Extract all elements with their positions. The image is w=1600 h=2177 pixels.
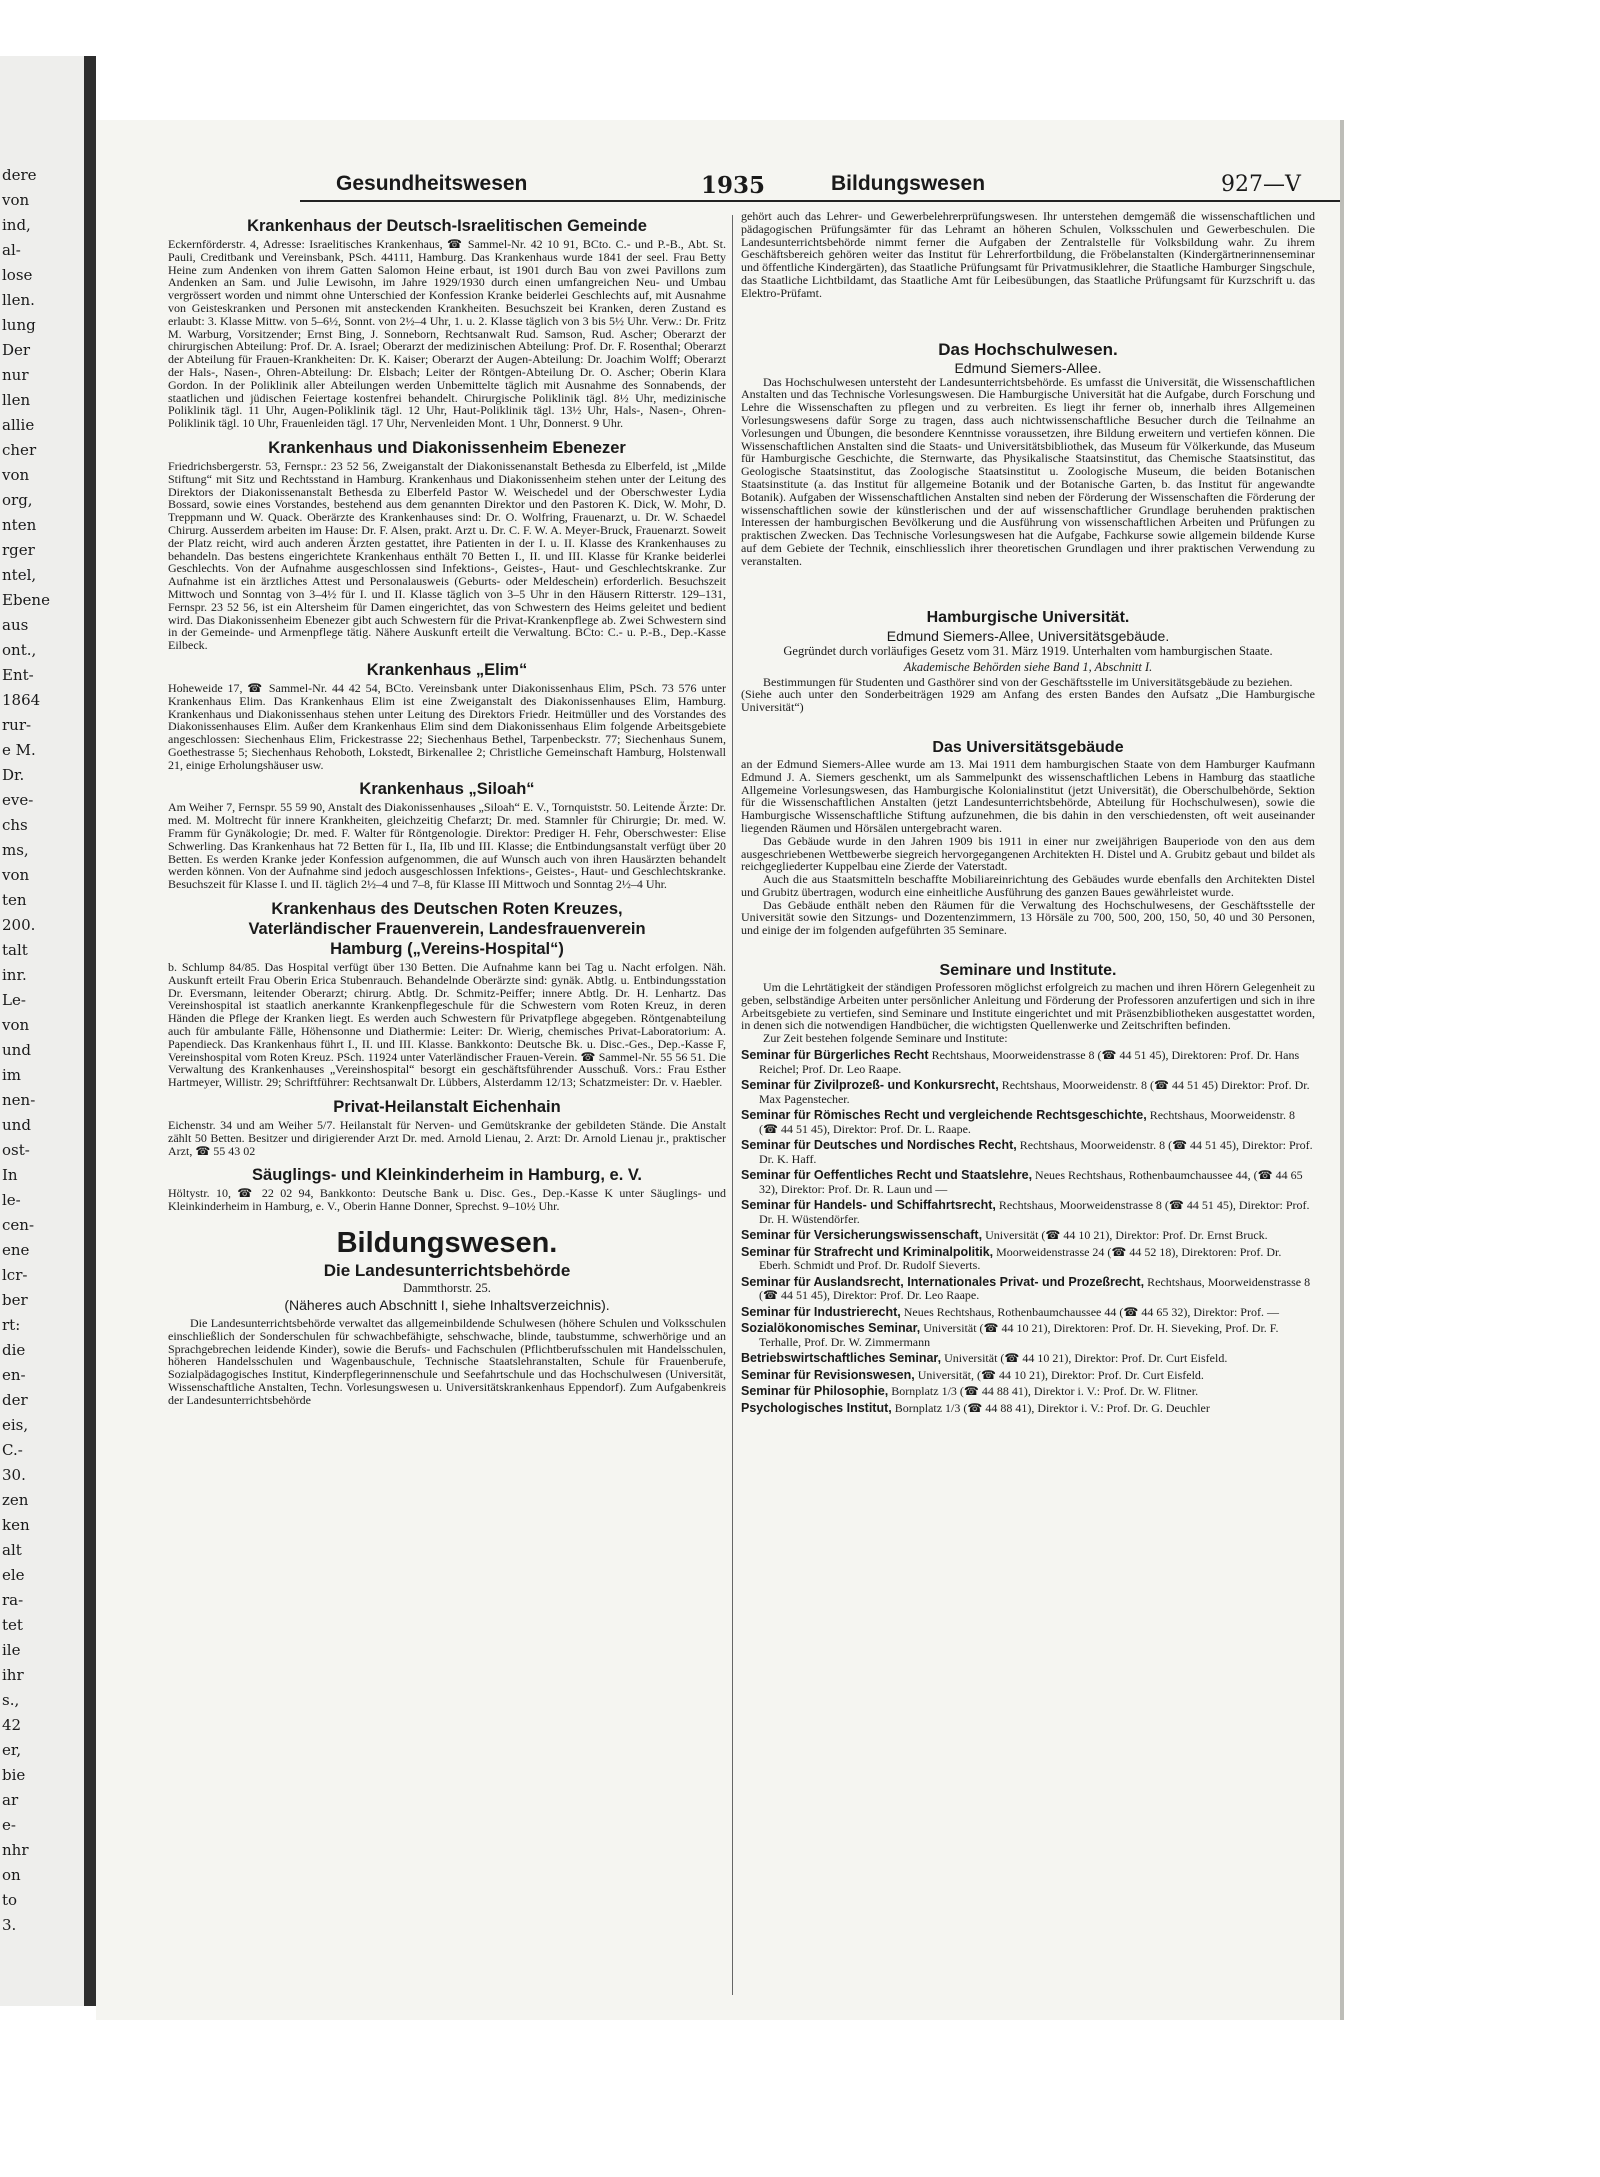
seminar-item xyxy=(741,1079,1315,1106)
margin-fragment: Le- xyxy=(2,991,26,1009)
seminar-item xyxy=(741,1385,1315,1399)
seminar-details: Neues Rechtshaus, Rothenbaumchaussee 44 (☎ 44 65 32), Direktor: Prof. — xyxy=(903,1304,1279,1319)
margin-fragment: die xyxy=(2,1341,26,1359)
margin-fragment: inr. xyxy=(2,966,27,984)
seminar-item xyxy=(741,1402,1315,1416)
entry-text: Eckernförderstr. 4, Adresse: Israelitisches Krankenhaus, ☎ Sammel-Nr. 42 10 91, BCto. C.- und P.-B., Abt. St. Pauli, Creditbank und Vereinsbank, PSch. 44111, Hamburg. Das Krankenhaus wurde 1841 der seel. Frau Betty Heine zum Andenken von ihrem Gatten Salomon Heine erbaut, ist 1901 durch Bau von zwei Pavillons zum Andenken an Sam. und Julie Lewisohn, im Jahre 1929/1930 durch einen umfangreichen Neu- und Umbau vergrössert worden und nimmt ohne Unterschied der Konfession Kranke beiderlei Geschlechts auf, mit Ausnahme von Geisteskranken und Personen mit ansteckenden Krankheiten. Besuchszeit bei Kranken, deren Zustand es erlaubt: 3. Klasse Mittw. von 5–6½, Sonnt. von 2½–4 Uhr, 1. u. 2. Klasse täglich von 3 bis 5½ Uhr. Verw.: Dr. Fritz M. Warburg, Vorsitzender; Ernst Bing, J. Sonneborn, Rechtsanwalt Rud. Samson, Rud. Ascher; Oberarzt der chirurgischen Abteilung: Prof. Dr. A. Israel; Oberarzt der medizinischen Abteilung: Prof. Dr. F. Rosenthal; Oberarzt der Abteilung für Frauen-Krankheiten: Dr. K. Kaiser; Oberarzt der Augen-Abteilung: Dr. Joachim Wolff; Oberarzt der Hals-, Nasen-, Ohren-Abteilung: Dr. Elsbach; Leiter der Röntgen-Abteilung Dr. O. Ascher; Oberin Klara Gordon. In der Poliklinik aller Abteilungen werden Unbemittelte täglich mit Ausnahme des Sonnabends, der staatlichen und jüdischen Feiertage kostenfrei behandelt. Chirurgische Poliklinik tägl. 8½ Uhr, medizinische Poliklinik tägl. 11 Uhr, Augen-Poliklinik tägl. 12 Uhr, Haut-Poliklinik tägl. 13½ Uhr, Hals-, Nasen-, Ohren-Poliklinik tägl. 10 Uhr, Frauenleiden tägl. 17 Uhr, Nervenleiden Mont. 1 Uhr, Donnerst. 9 Uhr. xyxy=(168,237,726,431)
margin-fragment: org, xyxy=(2,491,33,509)
margin-fragment: ms, xyxy=(2,841,29,859)
entry-title: Krankenhaus des Deutschen Roten Kreuzes, Vaterländischer Frauenverein, Landesfrauenverein Hamburg („Vereins-Hospital“) xyxy=(248,900,646,959)
founding-note: Gegründet durch vorläufiges Gesetz vom 31. März 1919. Unterhalten vom hamburgischen Staate. xyxy=(783,643,1273,658)
body-paragraph: Das Gebäude wurde in den Jahren 1909 bis 1911 in einer nur zweijährigen Bauperiode von den aus dem ausgeschriebenen Wettbewerbe siegreich hervorgegangenen Architekten H. Distel und A. Grubitz gebaut und bildet als reichgegliederter Kuppelbau eine Zierde der Vaterstadt. xyxy=(741,833,1315,874)
margin-fragment: und xyxy=(2,1041,31,1059)
seminar-details: Rechtshaus, Moorweidenstr. 8 (☎ 44 51 45), Direktor: Prof. Dr. L. Raape. xyxy=(759,1108,1295,1136)
margin-fragment: von xyxy=(2,866,30,884)
margin-fragment: en- xyxy=(2,1366,26,1384)
margin-fragment: dere xyxy=(2,166,37,184)
margin-fragment: lcr- xyxy=(2,1266,28,1284)
margin-fragment: talt xyxy=(2,941,28,959)
margin-fragment: von xyxy=(2,1016,30,1034)
body-paragraph: Das Hochschulwesen untersteht der Landesunterrichtsbehörde. Es umfasst die Universität, die Wissenschaftlichen Anstalten und das Technische Vorlesungswesen. Die Hamburgische Universität hat die Aufgabe, durch Forschung und Lehre die Wissenschaften zu pflegen und zu verbreiten. Es liegt ihr ferner ob, innerhalb ihres Allgemeinen Vorlesungswesens dafür Sorge zu tragen, dass auch nichtwissenschaftliche Besucher durch die Teilnahme an Vorlesungen und Übungen, die besondere Kenntnisse voraussetzen, ihre Bildung erweitern und vertiefen können. Die Wissenschaftlichen Anstalten sind die Staats- und Universitätsbibliothek, das Museum für Völkerkunde, das Museum für Hamburgische Geschichte, die Sternwarte, das Physikalische Staatsinstitut, das Chemische Staatsinstitut, das Geologische Staatsinstitut, das Zoologische Staatsinstitut u. Zoologische Museum, die beiden Botanischen Staatsinstitute (a. das Institut für allgemeine Botanik und der Botanische Garten, b. das Institut für angewandte Botanik). Aufgaben der Wissenschaftlichen Anstalten sind neben der Förderung der Wissenschaften die Förderung der wissenschaftlichen sowie der künstlerischen und der auf wissenschaftlicher Grundlage beruhenden praktischen Interessen der hamburgischen Bevölkerung und die Ausführung von wissenschaftlichen Arbeiten und Prüfungen zu praktischen Zwecken. Das Technische Vorlesungswesen hat die Aufgabe, Fachkurse sowie allgemein bildende Kurse auf dem Gebiete der Technik, einschliesslich ihrer theoretischen Grundlagen und ihrer praktischen Verwendung zu veranstalten. xyxy=(741,374,1315,568)
seminar-name: Betriebswirtschaftliches Seminar, xyxy=(741,1351,942,1366)
seminar-item xyxy=(741,1049,1315,1076)
seminar-name: Psychologisches Institut, xyxy=(741,1400,892,1415)
column-rule xyxy=(732,215,733,1995)
page xyxy=(96,120,1344,2020)
body-paragraph: gehört auch das Lehrer- und Gewerbelehrerprüfungswesen. Ihr unterstehen demgemäß die wissenschaftlichen und pädagogischen Prüfungsämter für das Lehramt an höheren Schulen, Volksschulen und Gewerbeschulen. Die Landesunterrichtsbehörde nimmt ferner die Aufgaben der Zentralstelle für Volksbildung wahr. Zu ihrem Geschäftsbereich gehören weiter das Institut für Lehrerfortbildung, die Fröbelanstalten (Kindergärtnerinnenseminar und öffentliche Kindergärten), das Staatliche Prüfungsamt für Privatmusiklehrer, die Staatliche Hamburger Singschule, das Staatliche Lichtbildamt, das Staatliche Amt für Leibesübungen, das Staatliche Prüfungsamt für Kurzschrift u. das Elektro-Prüfamt. xyxy=(741,209,1315,300)
seminar-name: Seminar für Römisches Recht und vergleichende Rechtsgeschichte, xyxy=(741,1108,1147,1123)
seminar-item xyxy=(741,1352,1315,1366)
header-right: Bildungswesen xyxy=(831,172,986,195)
entry-title: Krankenhaus der Deutsch-Israelitischen Gemeinde xyxy=(247,217,647,235)
margin-fragment: tet xyxy=(2,1616,23,1634)
margin-fragment: nen- xyxy=(2,1091,36,1109)
margin-fragment: rur- xyxy=(2,716,32,734)
seminar-details: Rechtshaus, Moorweidenstrasse 8 (☎ 44 51 45), Direktoren: Prof. Dr. Hans Reichel; Prof. Dr. Leo Raape. xyxy=(759,1048,1300,1076)
margin-fragment: ont., xyxy=(2,641,37,659)
page-edge xyxy=(1340,120,1344,2020)
seminar-item xyxy=(741,1139,1315,1166)
right-column xyxy=(741,210,1315,1418)
book-binding xyxy=(84,56,96,2006)
seminar-details: Universität, (☎ 44 10 21), Direktor: Prof. Dr. Curt Eisfeld. xyxy=(917,1367,1204,1382)
margin-fragment: rger xyxy=(2,541,35,559)
entry-text: b. Schlump 84/85. Das Hospital verfügt über 130 Betten. Die Aufnahme kann bei Tag u. Nacht erfolgen. Näh. Auskunft erteilt Frau Oberin Erica Stubenrauch. Behandelnde Oberärzte sind: gynäk. Abtlg. u. Entbindungsstation Dr. Eversmann, leitender Oberarzt; chirurg. Abtlg. Dr. Schmitz-Peiffer; innere Abtlg. Dr. H. Lenhartz. Das Vereinshospital ist staatlich anerkannte Krankenpflegeschule für die Schwestern vom Roten Kreuz, in deren Händen die Pflege der Kranken liegt. Es werden auch Schwestern für Privatpflege abgegeben. Röntgenabteilung auch für ambulante Fälle, Höhensonne und Diathermie: Leiter: Dr. Wierig, chemisches Privat-Laboratorium: A. Papendieck. Das Krankenhaus führt I., II. und III. Klasse. Bankkonto: Deutsche Bk. u. Disc.-Ges., Dep.-Kasse F, Vereinshospital vom Roten Kreuz. PSch. 11924 unter Vaterländischer Frauen-Verein. ☎ Sammel-Nr. 55 56 51. Die Verwaltung des Krankenhauses „Vereinshospital“ besorgt ein geschäftsführender Ausschuß. Vors.: Frau Esther Hartmeyer, Willistr. 29; Schriftführer: Rechtsanwalt Dr. Lübbers, Alsterdamm 12/13; Schatzmeister: Dr. v. Haebler. xyxy=(168,960,726,1090)
margin-fragment: alt xyxy=(2,1541,22,1559)
margin-fragment: 3. xyxy=(2,1916,17,1934)
section-title: Bildungswesen. xyxy=(336,1227,558,1260)
margin-fragment: 30. xyxy=(2,1466,26,1484)
margin-fragment: to xyxy=(2,1891,18,1909)
seminar-item xyxy=(741,1369,1315,1383)
body-paragraph: Das Gebäude enthält neben den Räumen für die Verwaltung des Hochschulwesens, der Geschäftsstelle der Universität sowie den Sitzungs- und Dozentenzimmern, 13 Hörsäle zu 700, 500, 200, 150, 50, 40 und 30 Personen, und einige der im folgenden aufgeführten 35 Seminare. xyxy=(741,897,1315,938)
margin-fragment: lung xyxy=(2,316,36,334)
seminar-item xyxy=(741,1109,1315,1136)
body-paragraph: an der Edmund Siemers-Allee wurde am 13. Mai 1911 dem hamburgischen Staate von dem Hamburger Kaufmann Edmund J. A. Siemers geschenkt, um als Sammelpunkt des wissenschaftlichen Lebens in Hamburg das staatliche Allgemeine Vorlesungswesen, das Hamburgische Kolonialinstitut (jetzt Universität), die Oberschulbehörde, Sektion für die Wissenschaftlichen Anstalten (jetzt Landesunterrichtsbehörde, Abteilung für Hochschulwesen), sowie die Hamburgische Wissenschaftliche Stiftung aufzunehmen, die bis dahin in den verschiedensten, oft weit auseinander liegenden Räumen und Hörsälen untergebracht waren. xyxy=(741,756,1315,835)
hospital-entries xyxy=(168,216,726,1213)
entry-text: Höltystr. 10, ☎ 22 02 94, Bankkonto: Deutsche Bank u. Disc. Ges., Dep.-Kasse K unter Säuglings- und Kleinkinderheim in Hamburg, e. V., Oberin Hanne Donner, Sprechst. 9–10½ Uhr. xyxy=(168,1186,726,1214)
margin-fragment: ntel, xyxy=(2,566,37,584)
reference-note: Akademische Behörden siehe Band 1, Abschnitt I. xyxy=(903,659,1153,674)
margin-fragment: der xyxy=(2,1391,28,1409)
seminar-name: Seminar für Revisionswesen, xyxy=(741,1367,915,1382)
margin-fragment: allie xyxy=(2,416,35,434)
margin-fragment: 1864 xyxy=(2,691,41,709)
seminar-name: Seminar für Deutsches und Nordisches Recht, xyxy=(741,1138,1017,1153)
seminar-name: Seminar für Versicherungswissenschaft, xyxy=(741,1228,983,1243)
seminar-name: Seminar für Industrierecht, xyxy=(741,1304,901,1319)
margin-fragment: im xyxy=(2,1066,22,1084)
seminar-name: Seminar für Philosophie, xyxy=(741,1384,889,1399)
seminar-name: Seminar für Zivilprozeß- und Konkursrecht, xyxy=(741,1078,999,1093)
margin-fragment: nur xyxy=(2,366,29,384)
margin-fragment: von xyxy=(2,466,30,484)
margin-fragment: e M. xyxy=(2,741,36,759)
seminar-name: Seminar für Handels- und Schiffahrtsrecht, xyxy=(741,1198,996,1213)
margin-fragment: ten xyxy=(2,891,27,909)
bildungswesen-section xyxy=(168,1227,726,1407)
margin-fragment: llen. xyxy=(2,291,35,309)
margin-fragment: zen xyxy=(2,1491,29,1509)
entry-title: Krankenhaus und Diakonissenheim Ebenezer xyxy=(268,438,626,457)
margin-fragment: nten xyxy=(2,516,37,534)
entry-text: Hoheweide 17, ☎ Sammel-Nr. 44 42 54, BCto. Vereinsbank unter Diakonissenhaus Elim, PSch. 73 576 unter Krankenhaus Elim. Das Krankenhaus Elim ist eine Zweiganstalt des Diakonissenhauses Elim, Hamburg. Krankenhaus und Diakonissenhaus stehen unter Leitung des Direktors Friedr. Heitmüller und des Vorstandes des Diakonissenhauses Elim. Außer dem Krankenhaus Elim sind dem Diakonissenhaus Elim folgende Arbeitsgebiete angeschlossen: Siechenhaus Elim, Frickestrasse 22; Siechenhaus Bethel, Tarpenbeckstr. 77; Siechenhaus Sunem, Goethestrasse 5; Siechenhaus Rehoboth, Lokstedt, Birkenallee 2; Christliche Gemeinschaft Hamburg, Holstenwall 21, einige Erholungshäuser usw. xyxy=(168,680,726,772)
body-paragraph: Zur Zeit bestehen folgende Seminare und Institute: xyxy=(763,1031,1008,1046)
seminar-details: Rechtshaus, Moorweidenstr. 8 (☎ 44 51 45) Direktor: Prof. Dr. Max Pagenstecher. xyxy=(759,1078,1310,1106)
margin-fragment: eis, xyxy=(2,1416,29,1434)
margin-fragment: In xyxy=(2,1166,18,1184)
margin-fragment: ber xyxy=(2,1291,28,1309)
margin-fragment: le- xyxy=(2,1191,21,1209)
seminar-details: Rechtshaus, Moorweidenstrasse 8 (☎ 44 51 45), Direktor: Prof. Dr. Leo Raape. xyxy=(759,1274,1311,1303)
seminar-item xyxy=(741,1199,1315,1226)
seminar-item xyxy=(741,1229,1315,1243)
margin-fragment: nhr xyxy=(2,1841,29,1859)
seminar-list xyxy=(741,1049,1315,1415)
seminar-details: Bornplatz 1/3 (☎ 44 88 41), Direktor i. V.: Prof. Dr. W. Flitner. xyxy=(891,1384,1199,1399)
margin-fragment: eve- xyxy=(2,791,34,809)
seminar-details: Bornplatz 1/3 (☎ 44 88 41), Direktor i. V.: Prof. Dr. G. Deuchler xyxy=(894,1400,1210,1415)
margin-fragment: ene xyxy=(2,1241,30,1259)
margin-fragment: Der xyxy=(2,341,31,359)
body-paragraph: Bestimmungen für Studenten und Gasthörer sind von der Geschäftsstelle im Universitätsgebäude zu beziehen. xyxy=(763,674,1293,689)
body-paragraph: Die Landesunterrichtsbehörde verwaltet das allgemeinbildende Schulwesen (höhere Schulen und Volksschulen einschließlich der Sonderschulen für schwachbefähigte, sehschwache, blinde, taubstumme, schwerhörige und an Sprachgebrechen leidende Kinder), sowie die Berufs- und Fachschulen (Pflichtberufsschulen mit Handelsschulen, höheren Handelsschulen und Wagenbauschule, Technische Staatslehranstalten, Schule für Frauenberufe, Sozialpädagogisches Institut, Kinderpflegerinnenschule und Seefahrtschule und das Hochschulwesen (Universität, Wissenschaftliche Anstalten, Techn. Vorlesungswesen u. Universitätskrankenhaus Eppendorf). Zum Aufgabenkreis der Landesunterrichtsbehörde xyxy=(168,1316,726,1407)
seminare-title: Seminare und Institute. xyxy=(939,962,1117,980)
margin-fragment: ar xyxy=(2,1791,19,1809)
margin-fragment: cen- xyxy=(2,1216,35,1234)
margin-fragment: llen xyxy=(2,391,31,409)
margin-fragment: 200. xyxy=(2,916,36,934)
body-paragraph: Um die Lehrtätigkeit der ständigen Professoren möglichst erfolgreich zu machen und ihren Hörern Gelegenheit zu geben, selbständige Arbeiten unter persönlicher Anleitung und Förderung der Professoren anzufertigen und sich in ihre Arbeitsgebiete zu vertiefen, sind Seminare und Institute eingerichtet und mit Präsenzbibliotheken ausgestattet worden, in denen sich die notwendigen Handbücher, die wichtigsten Quellenwerke und Zeitschriften befinden. xyxy=(741,980,1315,1033)
entry-text: Friedrichsbergerstr. 53, Fernspr.: 23 52 56, Zweiganstalt der Diakonissenanstalt Bethesda zu Elberfeld, ist „Milde Stiftung“ mit Sitz und Rechtsstand in Hamburg. Krankenhaus und Diakonissenheim stehen unter der Leitung des Direktors der Diakonissenanstalt Bethesda zu Elberfeld Pastor W. Weischedel und der Oberschwester Lydia Bossard, sowie eines Vorstandes, bestehend aus dem genannten Direktor und den Pastoren K. Dick, W. Mohr, D. Treppmann und W. Quack. Oberärzte des Krankenhauses sind: Dr. O. Wolfring, Frauenarzt, u. Dr. W. Schaedel Chirurg. Ausserdem arbeiten im Hause: Dr. F. Alsen, prakt. Arzt u. Dr. C. F. W. A. Meyer-Bruck, Frauenarzt. Soweit der Platz reicht, wird auch anderen Ärzten gestattet, ihre Patienten in der I. u. II. Klasse des Krankenhauses zu behandeln. Das bestens eingerichtete Krankenhaus enthält 70 Betten I., II. und III. Klasse für Kranke beiderlei Geschlechts. Von der Aufnahme ausgeschlossen sind Infektions-, Geistes-, Haut- und Geschlechtskranke. Zur Aufnahme ist ein ärztliches Attest und Personalausweis (Geburts- oder Meldeschein) erforderlich. Besuchszeit Mittwoch und Sonntag von 3–4½ für I. und II. Klasse täglich von 3–5 Uhr in den Häusern Ritterstr. 129–131, Fernspr. 23 52 56, ist ein Altersheim für Damen eingerichtet, das von Schwestern des Heims geleitet und bedient wird. Das Diakonissenheim Ebenezer gibt auch Schwestern für die Privat-Krankenpflege ab. Zwei Schwestern sind in der Gemeinde- und Armenpflege tätig. Nähere Auskunft erteilt die Verwaltung. BCto: C.- u. P.-B., Dep.-Kasse Eilbeck. xyxy=(168,458,726,653)
margin-fragment: und xyxy=(2,1116,31,1134)
margin-fragment: Ebene xyxy=(2,591,50,609)
seminar-name: Seminar für Oeffentliches Recht und Staatslehre, xyxy=(741,1168,1033,1183)
margin-fragment: ost- xyxy=(2,1141,30,1159)
header-left: Gesundheitswesen xyxy=(336,172,528,195)
margin-fragment: ra- xyxy=(2,1591,24,1609)
reference-note: (Näheres auch Abschnitt I, siehe Inhaltsverzeichnis). xyxy=(284,1297,610,1314)
margin-fragment: ken xyxy=(2,1516,30,1534)
subsection-title: Die Landesunterrichtsbehörde xyxy=(323,1261,571,1281)
entry-title: Krankenhaus „Elim“ xyxy=(366,660,528,679)
entry-text: Am Weiher 7, Fernspr. 55 59 90, Anstalt des Diakonissenhauses „Siloah“ E. V., Tornquiststr. 50. Leitende Ärzte: Dr. med. M. Moltrecht für innere Krankheiten, gleichzeitig Chefarzt; Dr. med. Stamnler für Chirurgie; Dr. med. W. Framm für Gynäkologie; Dr. med. F. Walter für Röntgenologie. Direktor: Prediger H. Fehr, Oberschwester: Elise Schwerling. Das Krankenhaus hat 72 Betten für I., IIa, IIb und III. Klasse; die Entbindungsanstalt verfügt über 20 Betten. Es werden Kranke jeder Konfession aufgenommen, die auf Wunsch auch von ihren Hausärzten behandelt werden können. Von der Aufnahme sind jedoch ausgeschlossen Infektions-, Geistes-, Haut- und Geschlechtskranke. Besuchszeit für Klasse I. und II. täglich 2½–4 und 7–8, für Klasse III Mittwoch und Sonntag 2½–4 Uhr. xyxy=(168,800,726,892)
seminar-item xyxy=(741,1169,1315,1196)
seminar-details: Neues Rechtshaus, Rothenbaumchaussee 44, (☎ 44 65 32), Direktor: Prof. Dr. R. Laun und — xyxy=(759,1168,1303,1196)
seminar-name: Seminar für Auslandsrecht, Internationales Privat- und Prozeßrecht, xyxy=(741,1274,1145,1289)
margin-fragment: 42 xyxy=(2,1716,22,1734)
margin-fragment: bie xyxy=(2,1766,26,1784)
margin-fragment: cher xyxy=(2,441,37,459)
seminar-details: Rechtshaus, Moorweidenstrasse 8 (☎ 44 51 45), Direktor: Prof. Dr. H. Wüstendörfer. xyxy=(759,1198,1310,1226)
seminar-details: Rechtshaus, Moorweidenstr. 8 (☎ 44 51 45), Direktor: Prof. Dr. K. Haff. xyxy=(759,1138,1313,1166)
margin-fragment: rt: xyxy=(2,1316,21,1334)
body-paragraph: Auch die aus Staatsmitteln beschaffte Mobiliareinrichtung des Gebäudes wurde ebenfalls den Architekten Distel und Grubitz übertragen, wodurch eine einheitliche Ausführung des ganzen Baues gewährleistet wurde. xyxy=(741,872,1315,899)
margin-fragment: von xyxy=(2,191,30,209)
seminar-name: Seminar für Bürgerliches Recht xyxy=(741,1048,929,1063)
address: Dammthorstr. 25. xyxy=(403,1281,491,1296)
entry-text: Eichenstr. 34 und am Weiher 5/7. Heilanstalt für Nerven- und Gemütskranke der gebildeten Stände. Die Anstalt zählt 50 Betten. Besitzer und dirigierender Arzt Dr. med. Arnold Lienau, 2. Arzt: Dr. Arnold Lienau jr., praktischer Arzt, ☎ 55 43 02 xyxy=(168,1118,726,1158)
margin-fragment: on xyxy=(2,1866,21,1884)
header-year: 1935 xyxy=(701,172,766,199)
left-column xyxy=(168,210,726,1407)
seminar-details: Universität (☎ 44 10 21), Direktor: Prof. Dr. Ernst Bruck. xyxy=(985,1228,1268,1243)
address: Edmund Siemers-Allee. xyxy=(954,359,1102,376)
previous-page-margin xyxy=(0,56,87,2006)
entry-title: Krankenhaus „Siloah“ xyxy=(359,780,535,799)
margin-fragment: e- xyxy=(2,1816,16,1834)
margin-fragment: chs xyxy=(2,816,28,834)
seminar-item xyxy=(741,1322,1315,1349)
margin-fragment: Ent- xyxy=(2,666,34,684)
page-number: 927—V xyxy=(1221,172,1301,197)
margin-fragment: al- xyxy=(2,241,21,259)
universitaet-title: Hamburgische Universität. xyxy=(926,608,1130,626)
entry-title: Säuglings- und Kleinkinderheim in Hamburg, e. V. xyxy=(252,1166,642,1185)
margin-fragment: C.- xyxy=(2,1441,23,1459)
seminar-name: Seminar für Strafrecht und Kriminalpolitik, xyxy=(741,1244,994,1259)
entry-title: Privat-Heilanstalt Eichenhain xyxy=(333,1098,561,1117)
margin-fragment: ind, xyxy=(2,216,31,234)
margin-fragment: er, xyxy=(2,1741,22,1759)
margin-fragment: Dr. xyxy=(2,766,25,784)
address: Edmund Siemers-Allee, Universitätsgebäude. xyxy=(886,627,1170,644)
seminar-details: Universität (☎ 44 10 21), Direktoren: Prof. Dr. H. Sieveking, Prof. Dr. F. Terhalle, Prof. Dr. W. Zimmermann xyxy=(759,1321,1279,1349)
seminar-item xyxy=(741,1246,1315,1273)
margin-fragment: ile xyxy=(2,1641,21,1659)
seminar-name: Sozialökonomisches Seminar, xyxy=(741,1321,921,1336)
margin-fragment: lose xyxy=(2,266,33,284)
body-paragraph: (Siehe auch unter den Sonderbeiträgen 1929 am Anfang des ersten Bandes den Aufsatz „Die Hamburgische Universität“) xyxy=(741,687,1315,715)
seminar-item xyxy=(741,1276,1315,1303)
hochschulwesen-title: Das Hochschulwesen. xyxy=(938,339,1118,359)
margin-fragment: ihr xyxy=(2,1666,24,1684)
margin-fragment: s., xyxy=(2,1691,20,1709)
seminar-item xyxy=(741,1306,1315,1320)
margin-fragment: ele xyxy=(2,1566,25,1584)
seminar-details: Moorweidenstrasse 24 (☎ 44 52 18), Direktoren: Prof. Dr. Eberh. Schmidt und Prof. Dr. Rudolf Sieverts. xyxy=(759,1244,1282,1273)
seminar-details: Universität (☎ 44 10 21), Direktor: Prof. Dr. Curt Eisfeld. xyxy=(944,1351,1228,1366)
gebaeude-title: Das Universitätsgebäude xyxy=(932,738,1124,756)
header-rule xyxy=(300,200,1344,202)
margin-fragment: aus xyxy=(2,616,29,634)
